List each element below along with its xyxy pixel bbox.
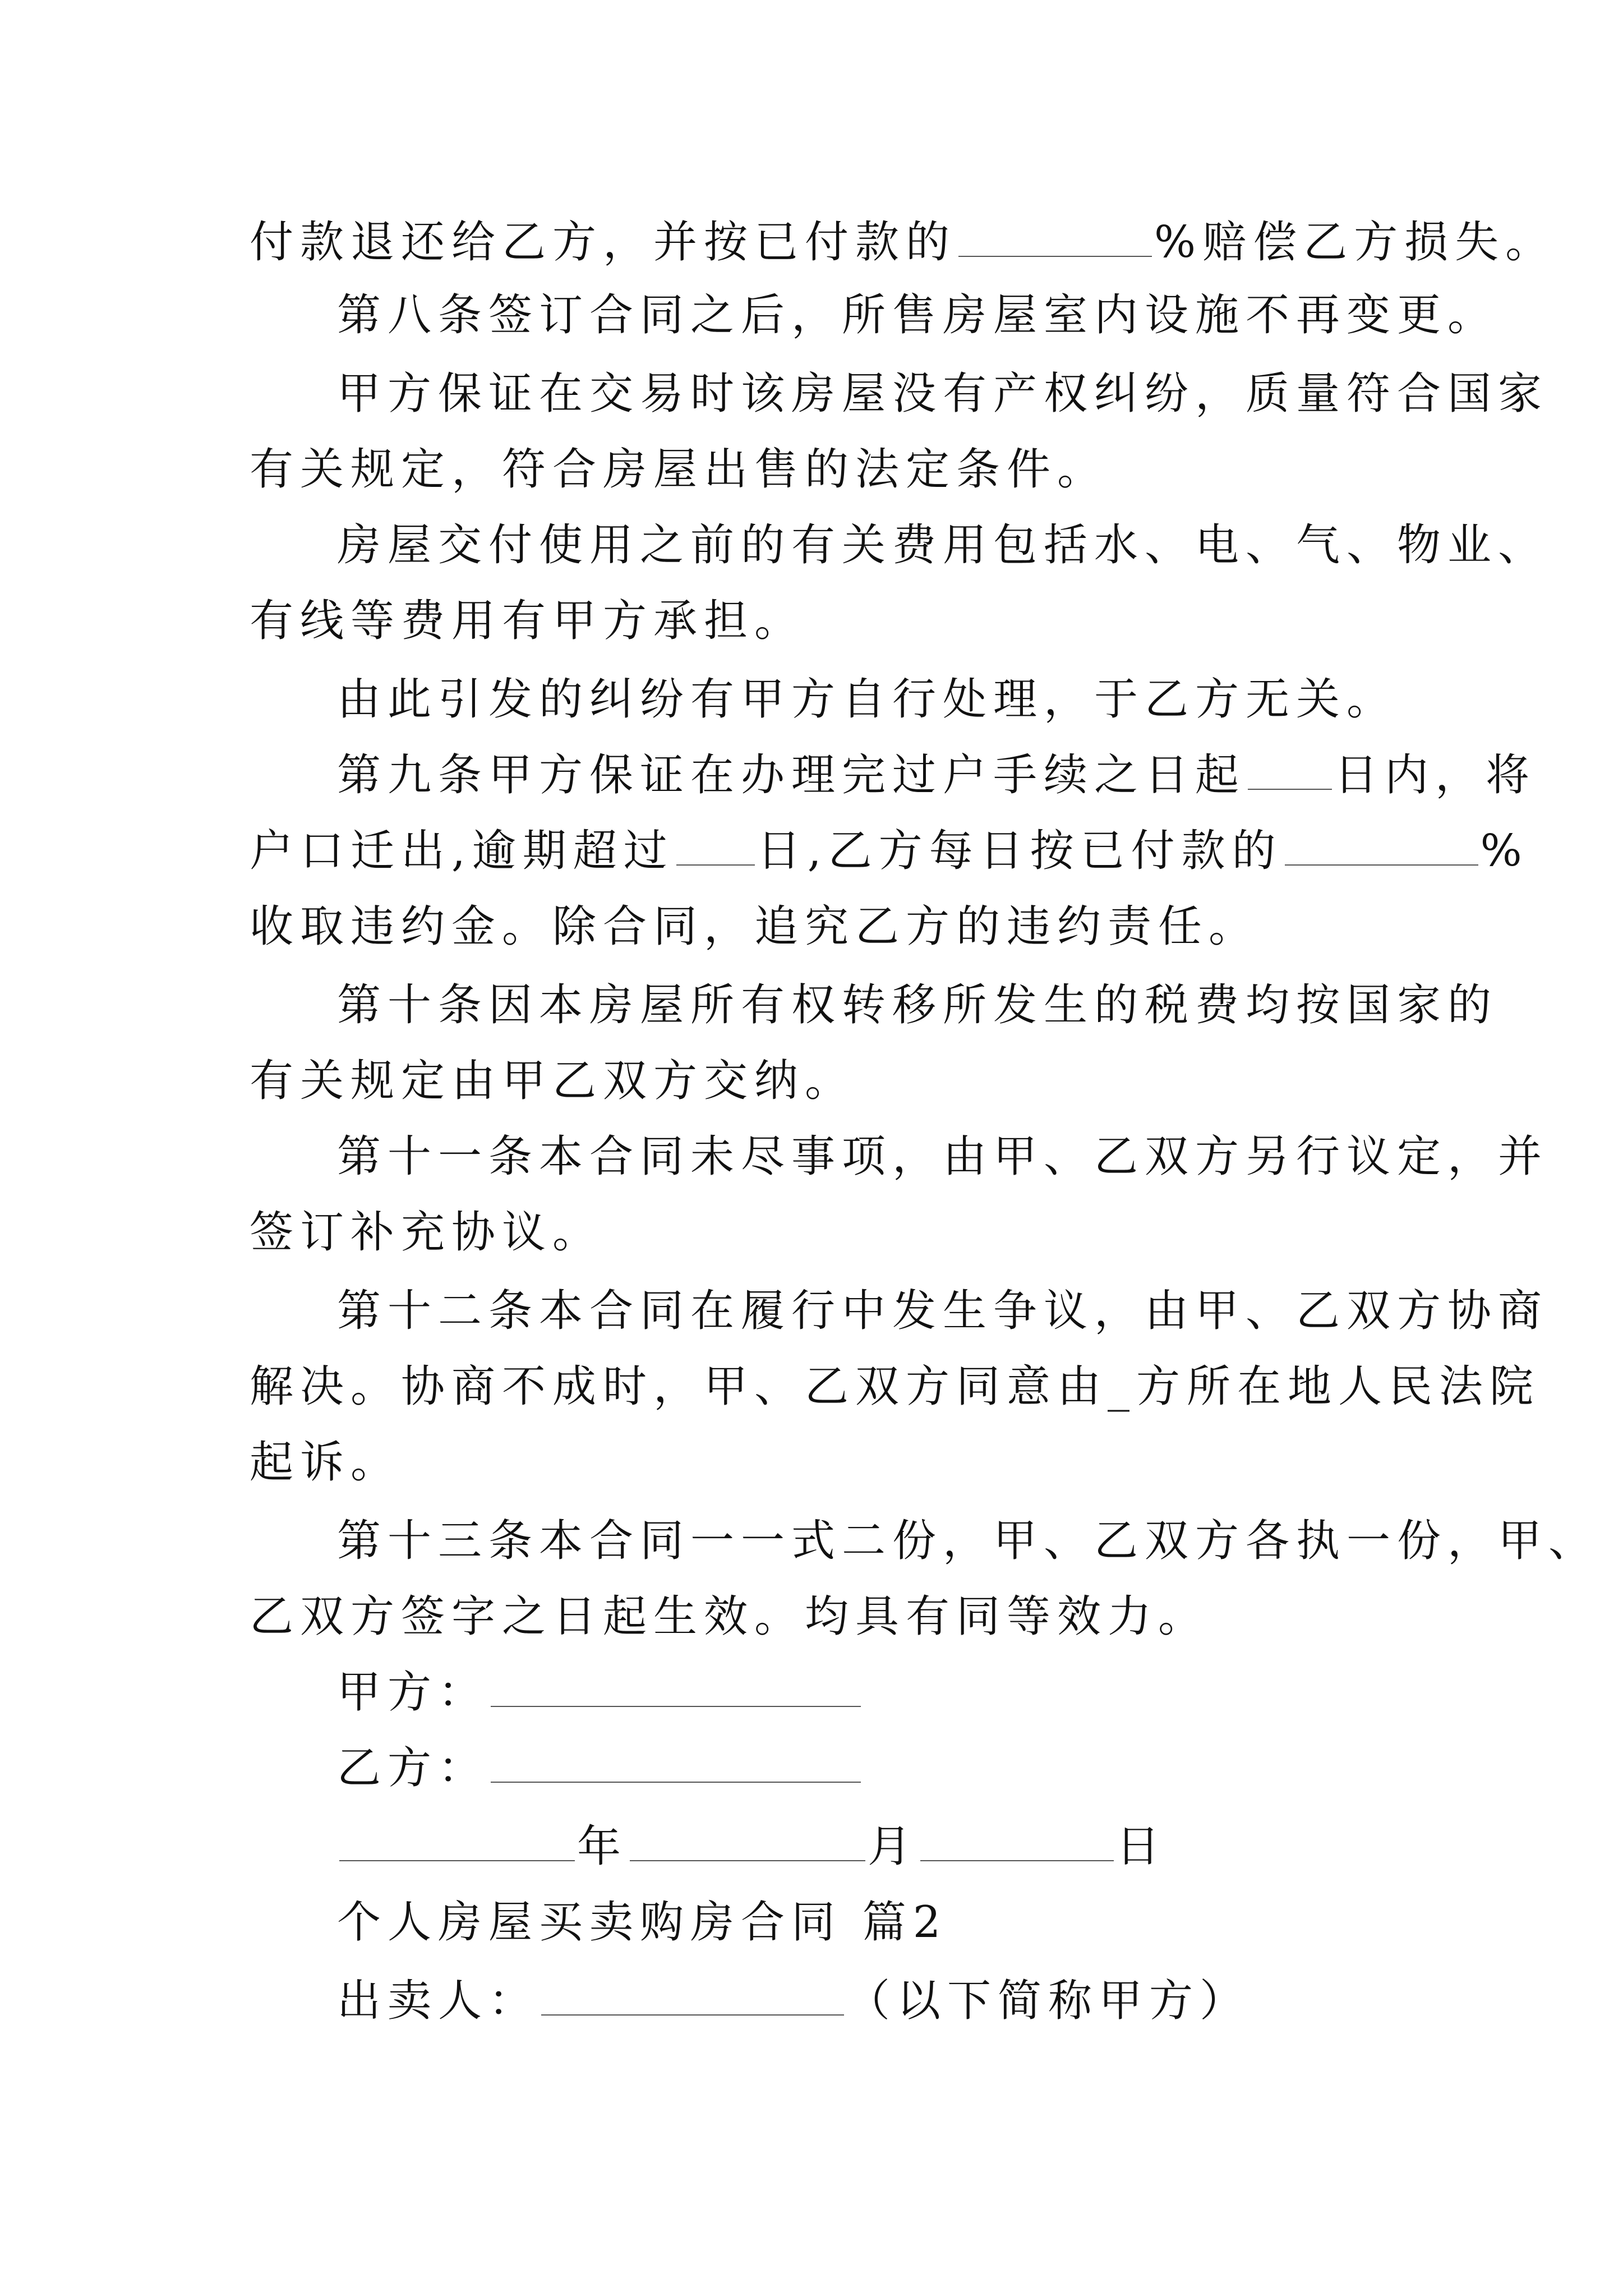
text-line: 乙双方签字之日起生效。均具有同等效力。 — [250, 1591, 1209, 1642]
section-heading: 个人房屋买卖购房合同 篇2 — [337, 1897, 948, 1948]
fill-blank — [1248, 754, 1332, 790]
signature-blank — [491, 1671, 861, 1707]
signature-blank — [491, 1747, 861, 1783]
date-line: 年 月 日 — [337, 1819, 1470, 1875]
text-line: 付款退还给乙方，并按已付款的 %赔偿乙方损失。 — [250, 217, 1556, 268]
party-a-signature-line: 甲方： — [337, 1664, 1470, 1720]
fill-blank — [958, 221, 1152, 257]
fill-blank — [1285, 830, 1478, 866]
text-line: 签订补充协议。 — [250, 1207, 603, 1258]
year-blank — [339, 1825, 575, 1861]
month-blank — [630, 1825, 865, 1861]
text-line: 第十三条本合同一一式二份，甲、乙双方各执一份，甲、 — [337, 1516, 1599, 1566]
text-line: 甲方保证在交易时该房屋没有产权纠纷，质量符合国家 — [337, 369, 1549, 419]
text-line: 第十二条本合同在履行中发生争议，由甲、乙双方协商 — [337, 1286, 1549, 1336]
text-line: 第九条甲方保证在办理完过户手续之日起 日内，将 — [337, 750, 1537, 800]
text-line: 第八条签订合同之后，所售房屋室内设施不再变更。 — [337, 290, 1498, 341]
text-line: 第十条因本房屋所有权转移所发生的税费均按国家的 — [337, 980, 1498, 1030]
text-line: 有关规定，符合房屋出售的法定条件。 — [250, 444, 1108, 495]
text-line: 收取违约金。除合同，追究乙方的违约责任。 — [250, 901, 1260, 952]
text-line: 户口迁出,逾期超过 日,乙方每日按已付款的 % — [250, 826, 1529, 876]
party-b-signature-line: 乙方： — [337, 1740, 1470, 1796]
text-line: 有关规定由甲乙双方交纳。 — [250, 1056, 856, 1106]
seller-name-blank — [541, 1980, 844, 2016]
text-line: 有线等费用有甲方承担。 — [250, 596, 805, 646]
text-line: 解决。协商不成时，甲、乙双方同意由_方所在地人民法院 — [250, 1361, 1541, 1412]
text-line: 第十一条本合同未尽事项，由甲、乙双方另行议定，并 — [337, 1131, 1549, 1182]
text-line: 起诉。 — [250, 1437, 402, 1488]
text-line: 房屋交付使用之前的有关费用包括水、电、气、物业、 — [337, 520, 1549, 570]
day-blank — [920, 1825, 1114, 1861]
text-line: 由此引发的纠纷有甲方自行处理，于乙方无关。 — [337, 674, 1398, 725]
fill-blank — [676, 830, 755, 866]
seller-line: 出卖人： （以下简称甲方） — [337, 1976, 1251, 2026]
